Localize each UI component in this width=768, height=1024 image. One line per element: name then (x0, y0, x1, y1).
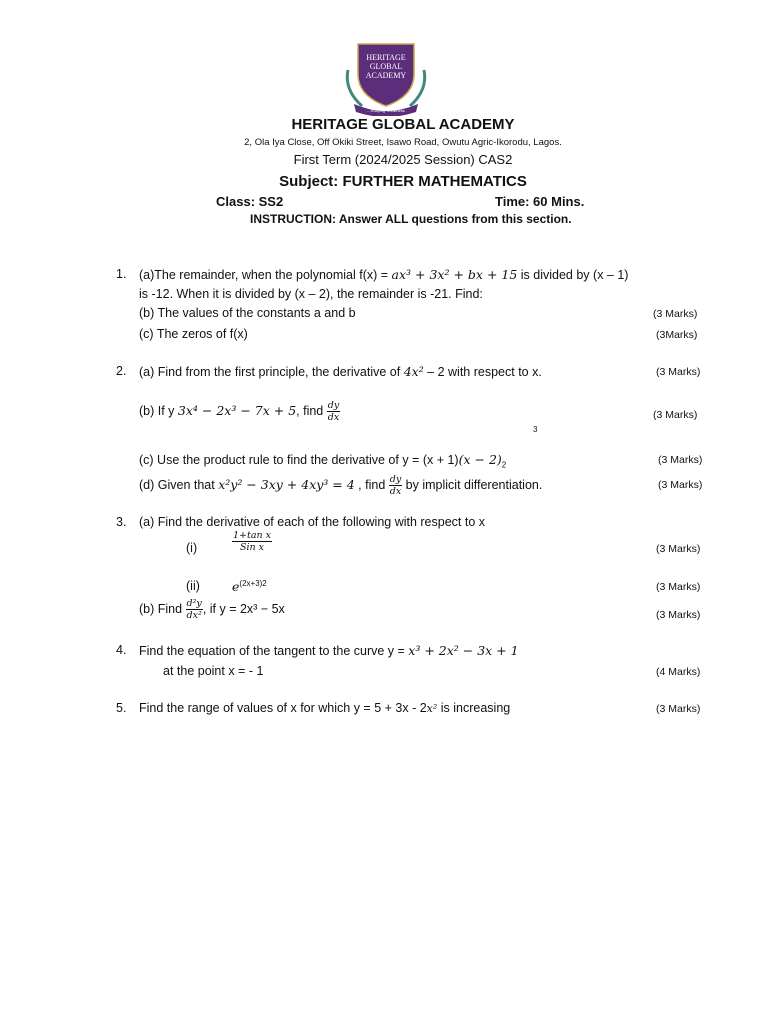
question-5-marks: (3 Marks) (656, 703, 701, 715)
question-1b: (b) The values of the constants a and b (139, 306, 356, 320)
school-address: 2, Ola Iya Close, Off Okiki Street, Isawo Road, Owutu Agric-Ikorodu, Lagos. (244, 137, 562, 148)
time-label: Time: 60 Mins. (495, 194, 585, 209)
question-1c-marks: (3Marks) (656, 329, 698, 341)
question-3a-i-label: (i) (186, 541, 198, 555)
question-3a-ii-expression: $e^{(2x+3)2}$ (232, 579, 267, 595)
question-2-number: 2. (116, 364, 127, 378)
question-2d: (d) Given that x²y² − 3xy + 4xy³ = 4 , find $\frac{dy}{dx}$ by implicit differentiation. (139, 474, 543, 497)
school-name: HERITAGE GLOBAL ACADEMY (291, 116, 515, 133)
question-2a: (a) Find from the first principle, the derivative of 4x² – 2 with respect to x. (139, 364, 542, 379)
question-4-text: Find the equation of the tangent to the curve y = x³ + 2x² − 3x + 1 (139, 643, 519, 658)
question-3b-marks: (3 Marks) (656, 609, 701, 621)
second-derivative-fraction: $\frac{\text{d²y}}{\text{dx²}}$ (186, 598, 202, 621)
question-2a-marks: (3 Marks) (656, 366, 701, 378)
dy-dx-fraction: $\frac{dy}{dx}$ (327, 400, 340, 423)
question-3a-ii-label: (ii) (186, 579, 200, 593)
question-4-marks: (4 Marks) (656, 666, 701, 678)
term-title: First Term (2024/2025 Session) CAS2 (293, 152, 513, 167)
question-1-number: 1. (116, 267, 127, 281)
question-4-text-line2: at the point x = - 1 (163, 664, 264, 678)
svg-text:HERITAGE: HERITAGE (366, 53, 406, 62)
instruction-text: INSTRUCTION: Answer ALL questions from this section. (250, 212, 572, 226)
question-3a-i-expression: $\frac{\text{1+tan x}}{\text{Sin x}}$ (233, 530, 271, 553)
question-2b-marks: (3 Marks) (653, 409, 698, 421)
svg-text:ACADEMY: ACADEMY (365, 71, 407, 80)
question-3a-ii-marks: (3 Marks) (656, 581, 701, 593)
school-crest-logo (340, 40, 432, 116)
question-3a-i-marks: (3 Marks) (656, 543, 701, 555)
class-label: Class: SS2 (216, 194, 284, 209)
dy-dx-fraction: $\frac{dy}{dx}$ (389, 474, 402, 497)
question-5-text: Find the range of values of x for which y = 5 + 3x - 2x² is increasing (139, 701, 511, 715)
svg-text:GLOBAL: GLOBAL (369, 62, 403, 71)
question-2c-marks: (3 Marks) (658, 454, 703, 466)
question-3-number: 3. (116, 515, 127, 529)
question-2c-exponent: 3 (533, 425, 538, 434)
question-1a-line2: is -12. When it is divided by (x – 2), the remainder is -21. Find: (139, 287, 483, 301)
question-4-number: 4. (116, 643, 127, 657)
question-1a: (a)The remainder, when the polynomial f(x) = ax³ + 3x² + bx + 15 is divided by (x – 1) (139, 267, 629, 282)
question-3a: (a) Find the derivative of each of the following with respect to x (139, 515, 486, 529)
subject-title: Subject: FURTHER MATHEMATICS (279, 173, 527, 190)
question-2b: (b) If y 3x⁴ − 2x³ − 7x + 5, find $\frac{dy}{dx}$ (139, 400, 340, 423)
question-1c: (c) The zeros of f(x) (139, 327, 248, 341)
question-1b-marks: (3 Marks) (653, 308, 698, 320)
svg-text:...Shaping Greatness: ...Shaping Greatness (367, 108, 405, 113)
question-5-number: 5. (116, 701, 127, 715)
question-2d-marks: (3 Marks) (658, 479, 703, 491)
question-3b: (b) Find $\frac{\text{d²y}}{\text{dx²}}$ , if y = 2x³ − 5x (139, 598, 285, 621)
question-2c: (c) Use the product rule to find the derivative of $y = (x + 1)(x - 2)_2$ (139, 452, 507, 470)
